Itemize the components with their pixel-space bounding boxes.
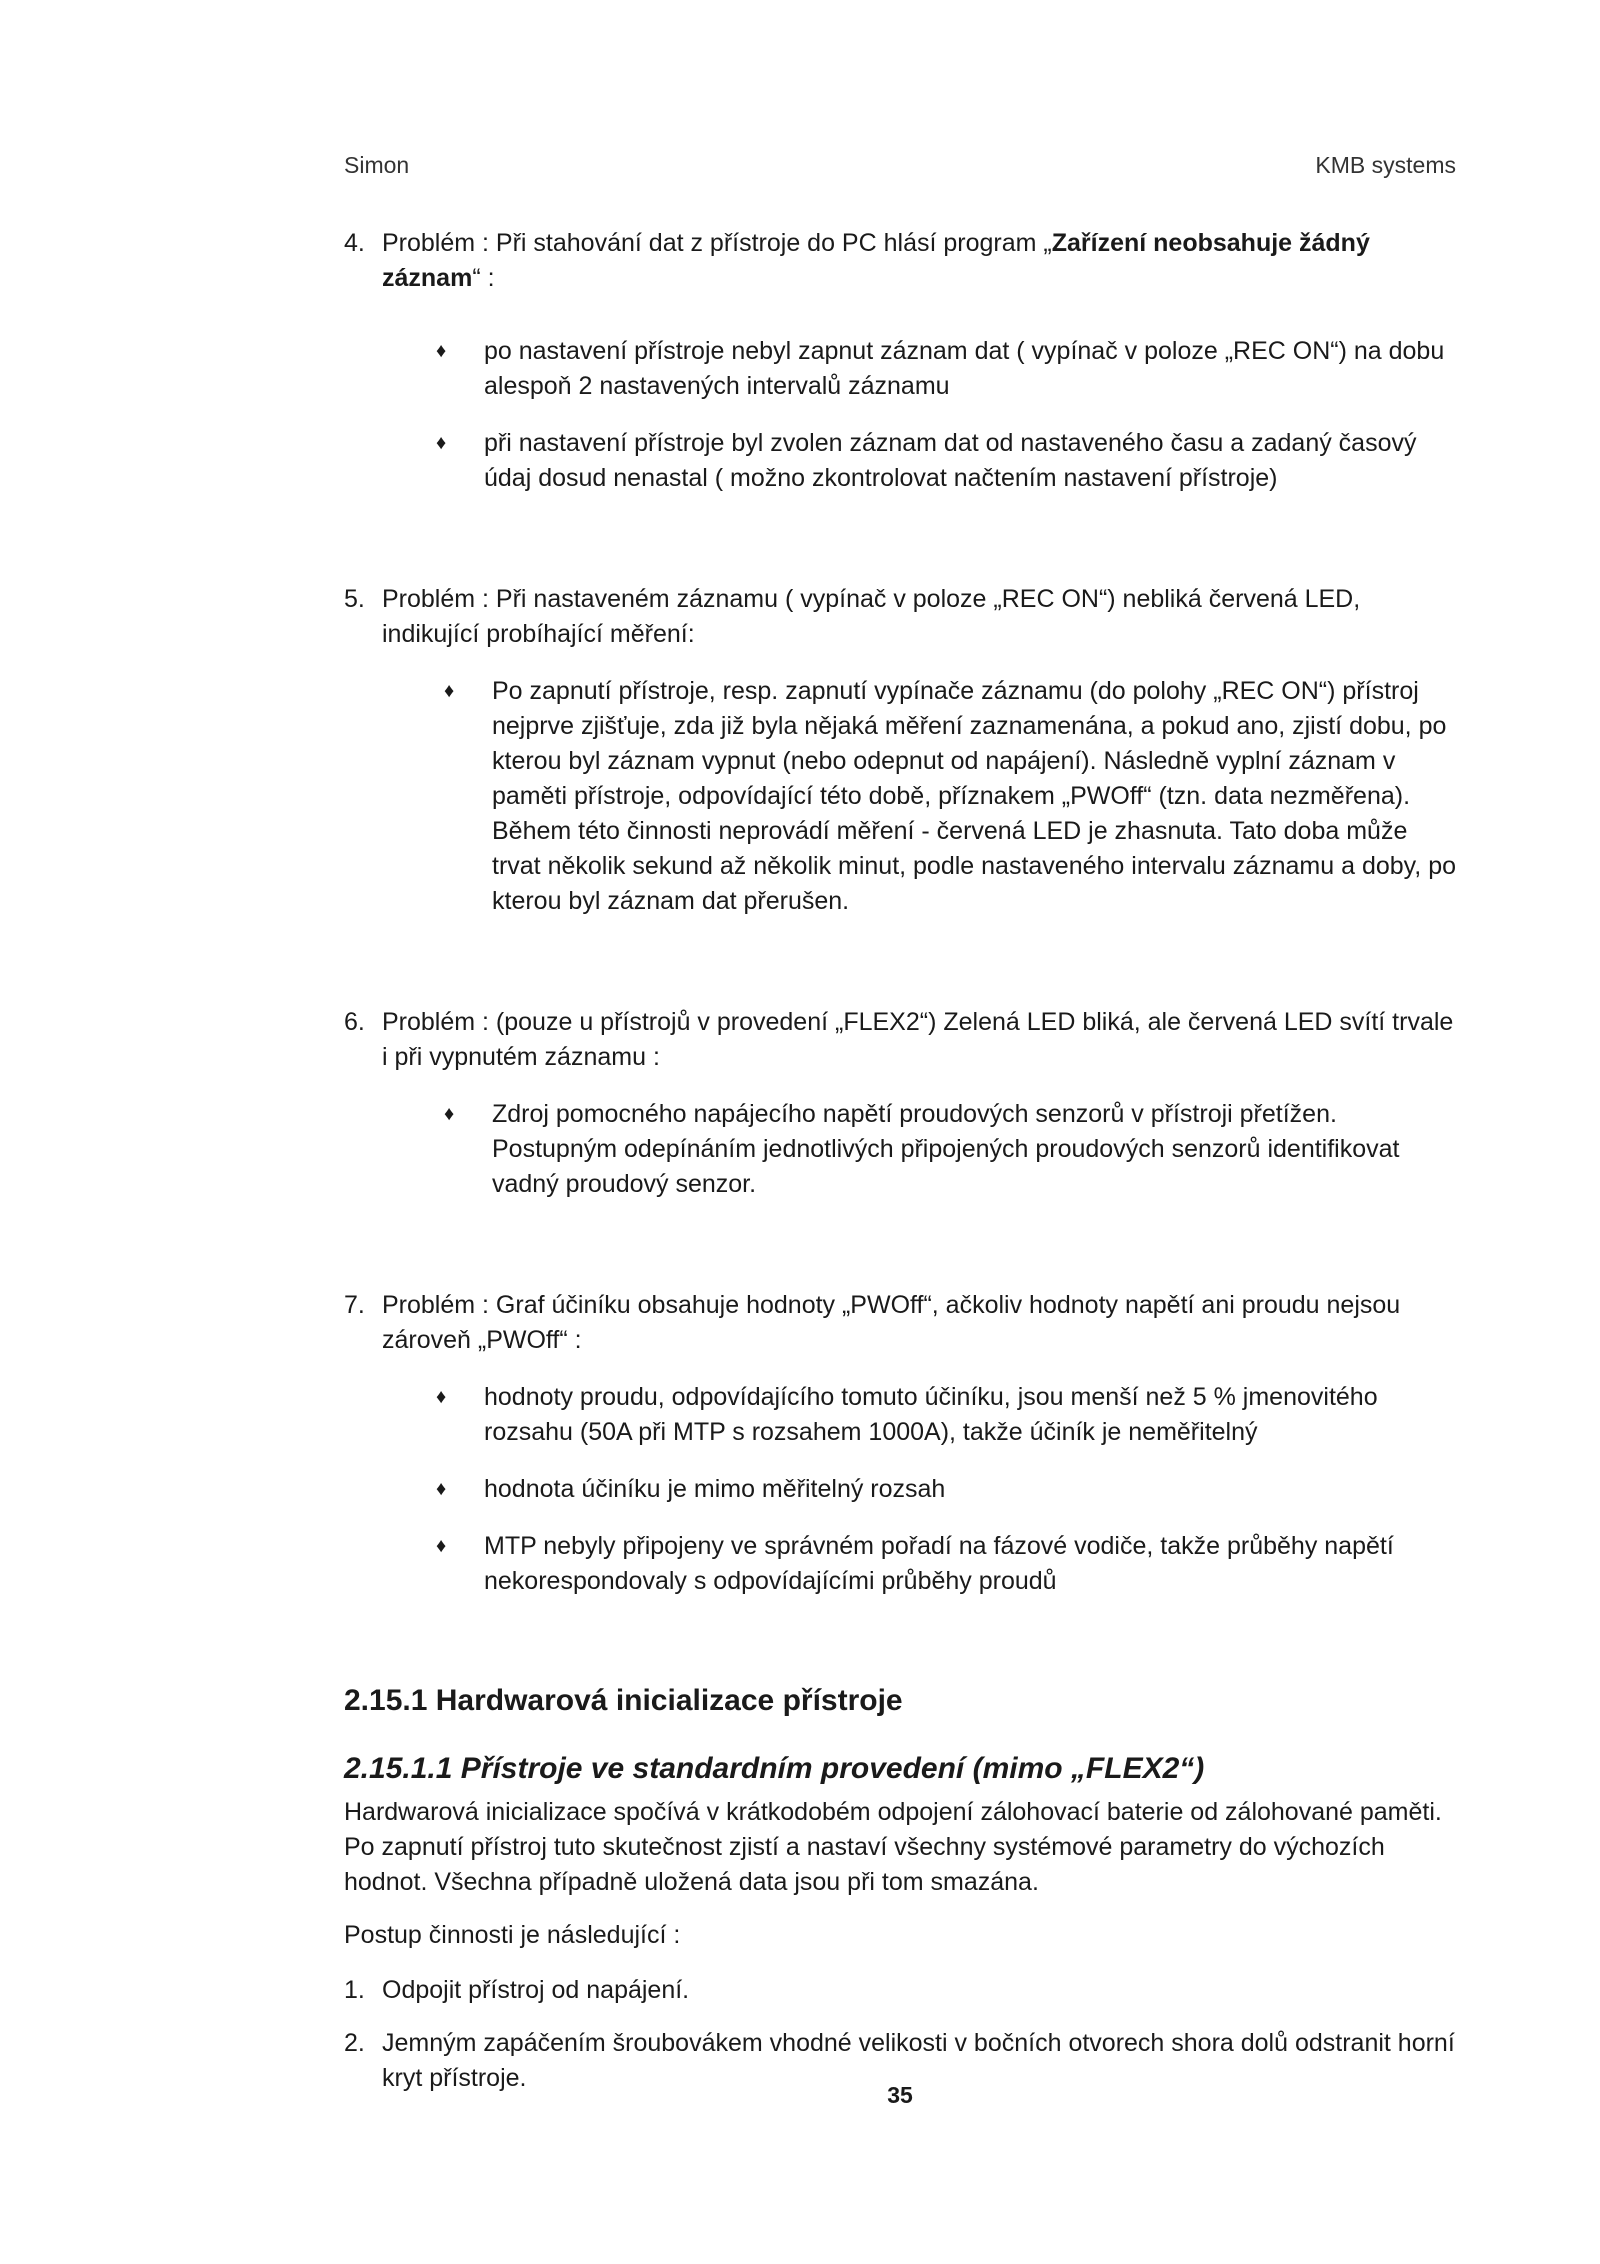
list-item xyxy=(436,1472,1456,1507)
bullet-list xyxy=(444,1097,1456,1202)
step-number: 2. xyxy=(344,2029,365,2057)
problem-item-7 xyxy=(344,1288,1456,1358)
header-company: KMB systems xyxy=(1315,152,1456,178)
list-item xyxy=(436,334,1456,404)
list-item xyxy=(444,1097,1456,1202)
item-text: Problém : Při nastaveném záznamu ( vypínač v poloze „REC ON“) nebliká červená LED, indikující probíhající měření: xyxy=(382,585,1361,648)
bullet-list xyxy=(436,334,1456,496)
step-text: Odpojit přístroj od napájení. xyxy=(382,1976,690,2004)
problem-item-5 xyxy=(344,582,1456,652)
bullet-text: MTP nebyly připojeny ve správném pořadí na fázové vodiče, takže průběhy napětí nekorespondovaly s odpovídajícími průběhy proudů xyxy=(484,1532,1394,1595)
subsection-heading: 2.15.1.1 Přístroje ve standardním provedení (mimo „FLEX2“) xyxy=(344,1752,1205,1785)
item-text: Problém : Graf účiníku obsahuje hodnoty „PWOff“, ačkoliv hodnoty napětí ani proudu nejsou zároveň „PWOff“ : xyxy=(382,1291,1401,1354)
header-author: Simon xyxy=(344,152,410,178)
item-number: 6. xyxy=(344,1008,365,1036)
item-text xyxy=(382,226,1456,296)
step-text: Jemným zapáčením šroubovákem vhodné velikosti v bočních otvorech shora dolů odstranit horní kryt přístroje. xyxy=(382,2029,1455,2092)
bullet-text: po nastavení přístroje nebyl zapnut záznam dat ( vypínač v poloze „REC ON“) na dobu alespoň 2 nastavených intervalů záznamu xyxy=(484,337,1445,400)
item-number: 7. xyxy=(344,1291,365,1319)
list-item xyxy=(436,426,1456,496)
step-number: 1. xyxy=(344,1976,365,2004)
item-text-tail: “ : xyxy=(472,264,495,292)
item-text-lead: Problém : Při stahování dat z přístroje do PC hlásí program „ xyxy=(382,229,1052,257)
section-heading: 2.15.1 Hardwarová inicializace přístroje xyxy=(344,1684,903,1717)
page-number: 35 xyxy=(887,2082,913,2108)
body-paragraph: Hardwarová inicializace spočívá v krátkodobém odpojení zálohovací baterie od zálohované paměti. Po zapnutí přístroj tuto skutečnost zjistí a nastaví všechny systémové parametry do výchozích hodnot. Všechna případně uložená data jsou při tom smazána. xyxy=(344,1798,1442,1896)
problem-item-4 xyxy=(344,226,1456,296)
bullet-text: hodnoty proudu, odpovídajícího tomuto účiníku, jsou menší než 5 % jmenovitého rozsahu (50A při MTP s rozsahem 1000A), takže účiník je neměřitelný xyxy=(484,1383,1378,1446)
bullet-list xyxy=(436,1380,1456,1599)
problem-item-6 xyxy=(344,1005,1456,1075)
bullet-diamond-icon: ♦ xyxy=(436,1386,447,1408)
procedure-step-1 xyxy=(344,1973,1456,2008)
list-item xyxy=(444,674,1456,919)
bullet-diamond-icon: ♦ xyxy=(436,340,447,362)
bullet-text: Po zapnutí přístroje, resp. zapnutí vypínače záznamu (do polohy „REC ON“) přístroj nejprve zjišťuje, zda již byla nějaká měření zaznamenána, a pokud ano, zjistí dobu, po kterou byl záznam vypnut (nebo odepnut od napájení). Následně vyplní záznam v paměti přístroje, odpovídající této době, příznakem „PWOff“ (tzn. data nezměřena). Během této činnosti neprovádí měření - červená LED je zhasnuta. Tato doba může trvat několik sekund až několik minut, podle nastaveného intervalu záznamu a doby, po kterou byl záznam dat přerušen. xyxy=(492,677,1457,915)
bullet-list xyxy=(444,674,1456,919)
bullet-diamond-icon: ♦ xyxy=(444,680,455,702)
list-item xyxy=(436,1529,1456,1599)
bullet-diamond-icon: ♦ xyxy=(436,1535,447,1557)
item-number: 5. xyxy=(344,585,365,613)
bullet-text: hodnota účiníku je mimo měřitelný rozsah xyxy=(484,1475,946,1503)
page-content xyxy=(344,226,1456,2096)
error-message: Zařízení neobsahuje žádný záznam xyxy=(382,229,1370,292)
running-header xyxy=(344,152,1456,179)
procedure-intro: Postup činnosti je následující : xyxy=(344,1921,681,1949)
bullet-diamond-icon: ♦ xyxy=(444,1103,455,1125)
item-text: Problém : (pouze u přístrojů v provedení „FLEX2“) Zelená LED bliká, ale červená LED svítí trvale i při vypnutém záznamu : xyxy=(382,1008,1454,1071)
bullet-diamond-icon: ♦ xyxy=(436,1478,447,1500)
bullet-text: Zdroj pomocného napájecího napětí proudových senzorů v přístroji přetížen. Postupným odepínáním jednotlivých připojených proudových senzorů identifikovat vadný proudový senzor. xyxy=(492,1100,1400,1198)
list-item xyxy=(436,1380,1456,1450)
bullet-diamond-icon: ♦ xyxy=(436,432,447,454)
bullet-text: při nastavení přístroje byl zvolen záznam dat od nastaveného času a zadaný časový údaj dosud nenastal ( možno zkontrolovat načtením nastavení přístroje) xyxy=(484,429,1417,492)
item-number: 4. xyxy=(344,229,365,257)
